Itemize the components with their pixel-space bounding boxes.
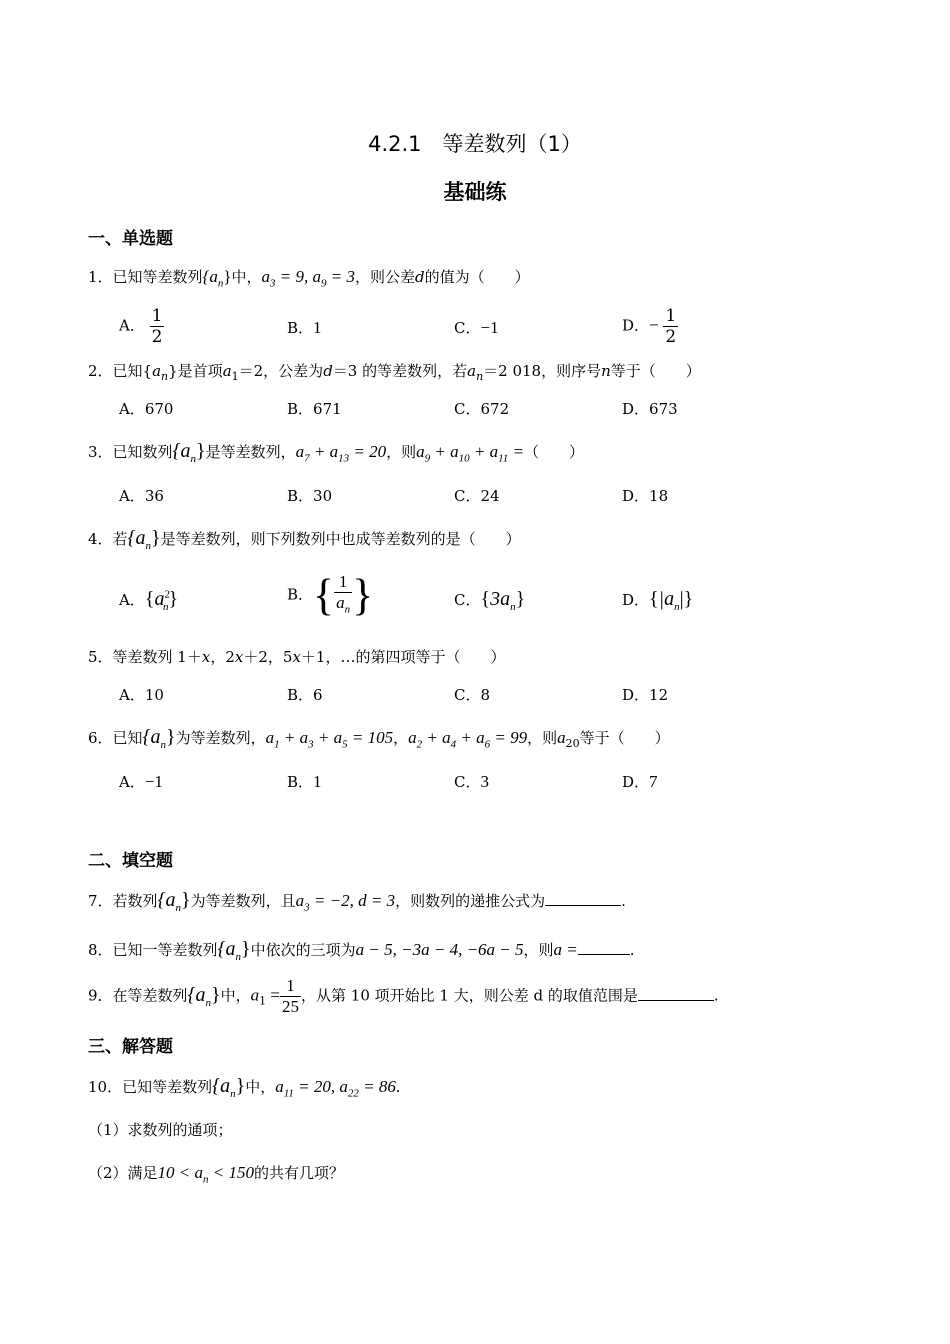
- q2-a: a: [152, 362, 162, 380]
- q6-r: a: [557, 728, 566, 747]
- q9-seq: {a: [187, 983, 206, 1006]
- q10-part-2-ineq-a: 10 < a: [157, 1163, 204, 1182]
- q10-part-2: [88, 1162, 344, 1185]
- q10-part-2-prefix: （2）满足: [88, 1164, 158, 1182]
- q6-e1: a: [265, 728, 275, 747]
- q6-e1-sub2: 3: [308, 738, 314, 751]
- q1-seq: {a: [202, 267, 218, 286]
- q10-part-2-tail: 的共有几项？: [254, 1164, 345, 1182]
- q5-x3: x: [292, 648, 301, 666]
- q1-option-d-num: 1: [665, 306, 677, 326]
- q6-option-d-value: 7: [649, 772, 658, 791]
- q3-r1-sub: 9: [424, 452, 431, 465]
- q7-seq-sub: n: [175, 902, 182, 914]
- q6-e1-sub3: 5: [342, 738, 348, 751]
- q6-option-a: [119, 771, 163, 792]
- q6-option-c-value: 3: [480, 772, 489, 791]
- q2-option-d: D．673: [622, 400, 678, 418]
- q9-end: .: [713, 986, 719, 1005]
- q9-frac-den: 25: [282, 997, 300, 1016]
- q4-option-d-end: |: [679, 588, 684, 610]
- q8-seq-end: }: [241, 938, 251, 960]
- q8-mid: 中依次的三项为: [250, 941, 356, 959]
- q7-tail: ，则数列的递推公式为: [395, 892, 546, 910]
- q3-cond-sub1: 7: [304, 452, 310, 465]
- q6-comma: ，: [393, 729, 409, 747]
- q7-prefix: 7．若数列: [88, 892, 158, 910]
- q6-e1-c: + a: [313, 728, 343, 747]
- q4-option-b-den: a: [336, 593, 345, 612]
- q9-a1-sub: 1: [259, 994, 267, 1008]
- q3-cond: a: [295, 442, 305, 461]
- q6-e1-b: + a: [279, 728, 309, 747]
- q4-option-d-sub: n: [674, 601, 680, 613]
- q3-option-a: A．36: [119, 487, 164, 505]
- q4-seq-sub: n: [145, 540, 152, 552]
- q2-option-c: C．672: [454, 400, 510, 418]
- q2-n: n: [601, 362, 611, 380]
- q2-tail: 等于（ ）: [610, 362, 701, 380]
- q6-option-a-label: A．: [119, 773, 145, 791]
- q3-cond-sub2: 13: [338, 452, 350, 465]
- q1-post: ，则公差: [355, 268, 416, 286]
- section-heading-single-choice: 一、单选题: [88, 229, 173, 249]
- q1-option-d-label: D．: [622, 316, 650, 335]
- q2-d: d: [323, 362, 333, 380]
- q1-mid: 中，: [231, 268, 262, 286]
- q10-c1: a: [275, 1077, 284, 1096]
- q5-option-a: A．10: [119, 686, 164, 704]
- q1-cond-sub1: 3: [270, 277, 276, 290]
- q3-seq-sub: n: [190, 453, 197, 465]
- question-8: [88, 938, 635, 963]
- q5-option-d: D．12: [622, 686, 669, 704]
- q6-r-sub: 20: [565, 737, 580, 750]
- q2-mid3: ＝3 的等差数列，若: [332, 362, 468, 380]
- q1-option-a: [119, 306, 164, 347]
- q1-option-c-value: −1: [480, 318, 499, 337]
- q1-seq-end: }: [223, 267, 232, 286]
- q6-seq: {a: [142, 726, 161, 748]
- q3-prefix: 3．已知数列: [88, 443, 173, 461]
- q7-seq-end: }: [181, 889, 191, 911]
- q3-cond-mid: + a: [309, 442, 339, 461]
- q1-option-b-value: 1: [313, 318, 322, 337]
- section-heading-fill-blank: 二、填空题: [88, 851, 173, 871]
- q5-x1: x: [201, 648, 211, 666]
- q10-c1-sub: 11: [283, 1087, 294, 1100]
- q6-prefix: 6．已知: [88, 729, 143, 747]
- q5-option-c: C．8: [454, 686, 491, 704]
- q3-cond-end: = 20: [349, 442, 387, 461]
- q9-prefix: 9．在等差数列: [88, 986, 188, 1005]
- q7-c1: a: [295, 891, 305, 910]
- q8-answer-blank[interactable]: [578, 940, 630, 955]
- q2-prefix: 2．已知{: [88, 362, 153, 380]
- q4-option-d-value: |a: [658, 588, 675, 610]
- q3-r2: + a: [430, 442, 459, 461]
- q7-answer-blank[interactable]: [545, 891, 621, 906]
- q10-end: .: [395, 1077, 401, 1096]
- q2-option-a: A．670: [119, 400, 174, 418]
- q7-c1-sub: 3: [304, 901, 310, 914]
- q2-an-sub: n: [476, 370, 484, 383]
- q8-terms: a − 5, −3a − 4, −6a − 5: [355, 940, 524, 959]
- q6-option-d-label: D．: [622, 773, 650, 791]
- q3-seq: {a: [172, 440, 191, 462]
- q6-e2-d: = 99: [490, 728, 528, 747]
- question-5: [88, 646, 505, 667]
- q9-eq: =: [266, 985, 281, 1005]
- q5-tail: ＋1，…的第四项等于（ ）: [300, 648, 506, 666]
- q1-prefix: 1．已知等差数列: [88, 268, 203, 286]
- q1-cond-end: = 3: [326, 267, 356, 286]
- q8-seq: {a: [217, 938, 236, 960]
- document-title: 4.2.1 等差数列（1）: [368, 132, 582, 156]
- q2-a1: a: [222, 362, 232, 380]
- q4-option-b-num: 1: [334, 572, 352, 593]
- q6-e2-sub1: 2: [416, 738, 423, 751]
- q3-r3: + a: [469, 442, 499, 461]
- q4-option-a-sup: 2: [164, 588, 170, 601]
- q3-r1: a: [416, 442, 425, 461]
- q6-e1-d: = 105: [347, 728, 394, 747]
- question-4: [88, 527, 521, 552]
- q3-mid: 是等差数列，: [205, 443, 296, 461]
- q8-prefix: 8．已知一等差数列: [88, 941, 218, 959]
- q3-option-b: B．30: [287, 487, 333, 505]
- q5-option-b: B．6: [287, 686, 323, 704]
- q3-tail: （ ）: [524, 443, 585, 461]
- q1-cond: a: [261, 267, 271, 286]
- q8-post: ，则: [523, 941, 554, 959]
- q2-a1-sub: 1: [231, 370, 239, 383]
- q6-option-c: [454, 771, 489, 792]
- q3-r2-sub: 10: [458, 452, 470, 465]
- q4-option-c: C．$\{3a_n\}$: [454, 588, 526, 613]
- q4-option-d: D．$\{|a_n|\}$: [622, 588, 694, 613]
- q4-option-a-sub: n: [162, 601, 169, 613]
- q10-part-2-ineq-b: < 150: [208, 1163, 255, 1182]
- q6-e2-b: + a: [422, 728, 451, 747]
- q4-option-c-label: C．: [454, 591, 481, 609]
- q4-option-b-label: B．: [287, 585, 314, 604]
- q6-option-b-value: 1: [313, 772, 322, 791]
- q5-m2: ＋2，5: [243, 648, 293, 666]
- question-7: [88, 889, 626, 914]
- q1-option-b: [287, 317, 322, 338]
- q1-option-a-num: 1: [151, 306, 163, 326]
- question-9: [88, 976, 719, 1017]
- q6-option-c-label: C．: [454, 773, 481, 791]
- q3-r3-sub: 11: [498, 452, 509, 465]
- q4-option-b-den-sub: n: [344, 603, 351, 616]
- q6-option-d: [622, 771, 658, 792]
- q10-seq-sub: n: [230, 1088, 236, 1100]
- q2-mid2: ＝2，公差为: [238, 362, 324, 380]
- q6-tail: 等于（ ）: [579, 729, 670, 747]
- q6-e2: a: [408, 728, 417, 747]
- q1-option-d: [622, 306, 678, 347]
- q9-tail: ，从第 10 项开始比 1 大，则公差 d 的取值范围是: [301, 986, 638, 1005]
- q4-option-b: B．{ $\frac{1}{a_n}$ }: [287, 570, 374, 620]
- q4-option-a: A．$\{a^2_n\}$: [119, 588, 179, 613]
- q3-r4: =: [508, 442, 525, 461]
- q1-option-a-label: A．: [119, 316, 145, 335]
- q4-option-a-value: a: [154, 588, 165, 610]
- q10-prefix: 10．已知等差数列: [88, 1078, 213, 1096]
- q4-seq-end: }: [151, 527, 161, 549]
- q2-mid4: ＝2 018，则序号: [483, 362, 602, 380]
- q1-option-b-label: B．: [287, 319, 314, 337]
- q7-seq: {a: [157, 889, 176, 911]
- q4-prefix: 4．若: [88, 530, 128, 548]
- q7-mid: 为等差数列，且: [190, 892, 296, 910]
- q9-a1: a: [250, 985, 260, 1005]
- q9-seq-end: }: [211, 983, 221, 1006]
- q1-option-c-label: C．: [454, 319, 481, 337]
- q6-option-b-label: B．: [287, 773, 314, 791]
- section-heading-answer: 三、解答题: [88, 1037, 173, 1057]
- q3-option-c: C．24: [454, 487, 500, 505]
- q9-mid: 中，: [220, 986, 251, 1005]
- q6-option-a-value: −1: [144, 772, 163, 791]
- q9-frac-num: 1: [280, 976, 301, 997]
- q1-option-c: [454, 317, 499, 338]
- q2-an: a: [467, 362, 477, 380]
- q4-option-a-label: A．: [119, 591, 145, 609]
- q6-e1-sub1: 1: [274, 738, 280, 751]
- q6-seq-end: }: [166, 726, 176, 748]
- q2-mid1: }是首项: [168, 362, 223, 380]
- question-2: [88, 360, 701, 383]
- q6-mid: 为等差数列，: [175, 729, 266, 747]
- q10-c3: = 86: [358, 1077, 396, 1096]
- document-subtitle: 基础练: [443, 180, 507, 204]
- q6-e2-c: + a: [456, 728, 485, 747]
- q5-m1: ，2: [210, 648, 235, 666]
- q1-option-d-sign: −: [649, 315, 659, 335]
- q8-end: .: [629, 941, 635, 959]
- q3-post: ，则: [386, 443, 417, 461]
- q10-seq: {a: [212, 1075, 231, 1097]
- q2-option-b: B．671: [287, 400, 342, 418]
- q1-cond-sub2: 9: [321, 277, 327, 290]
- q7-end: .: [621, 892, 626, 910]
- q10-part-2-sub: n: [203, 1173, 209, 1186]
- question-1: [88, 266, 530, 289]
- q10-c2-sub: 22: [347, 1087, 359, 1100]
- question-6: [88, 726, 670, 751]
- q6-e2-sub3: 6: [484, 738, 491, 751]
- q9-seq-sub: n: [205, 996, 212, 1009]
- q1-option-a-den: 2: [151, 327, 163, 347]
- q1-option-d-den: 2: [665, 327, 677, 347]
- q7-c2: = −2, d = 3: [309, 891, 396, 910]
- q2-a-sub: n: [161, 370, 169, 383]
- q10-c2: = 20, a: [293, 1077, 348, 1096]
- q10-mid: 中，: [245, 1078, 276, 1096]
- q1-d: d: [415, 268, 425, 286]
- q6-post: ，则: [527, 729, 558, 747]
- q4-tail: 是等差数列，则下列数列中也成等差数列的是（ ）: [160, 530, 521, 548]
- q4-option-c-value: 3a: [490, 588, 511, 610]
- question-3: [88, 440, 584, 465]
- q5-x2: x: [234, 648, 244, 666]
- q1-cond-mid: = 9, a: [275, 267, 322, 286]
- q10-seq-end: }: [235, 1075, 246, 1097]
- q3-option-d: D．18: [622, 487, 669, 505]
- q6-option-b: [287, 771, 322, 792]
- q4-seq: {a: [127, 527, 146, 549]
- q10-part-1: （1）求数列的通项；: [88, 1121, 233, 1139]
- q1-tail: 的值为（ ）: [424, 268, 530, 286]
- q5-prefix: 5．等差数列 1＋: [88, 648, 202, 666]
- q9-answer-blank[interactable]: [638, 986, 714, 1001]
- q8-a: a =: [553, 940, 578, 959]
- q8-seq-sub: n: [235, 951, 242, 963]
- q4-option-c-sub: n: [510, 601, 516, 613]
- q1-seq-sub: n: [217, 277, 224, 290]
- q4-option-d-label: D．: [622, 591, 650, 609]
- q6-seq-sub: n: [160, 739, 167, 751]
- q6-e2-sub2: 4: [450, 738, 457, 751]
- question-10: [88, 1075, 400, 1100]
- q3-seq-end: }: [196, 440, 206, 462]
